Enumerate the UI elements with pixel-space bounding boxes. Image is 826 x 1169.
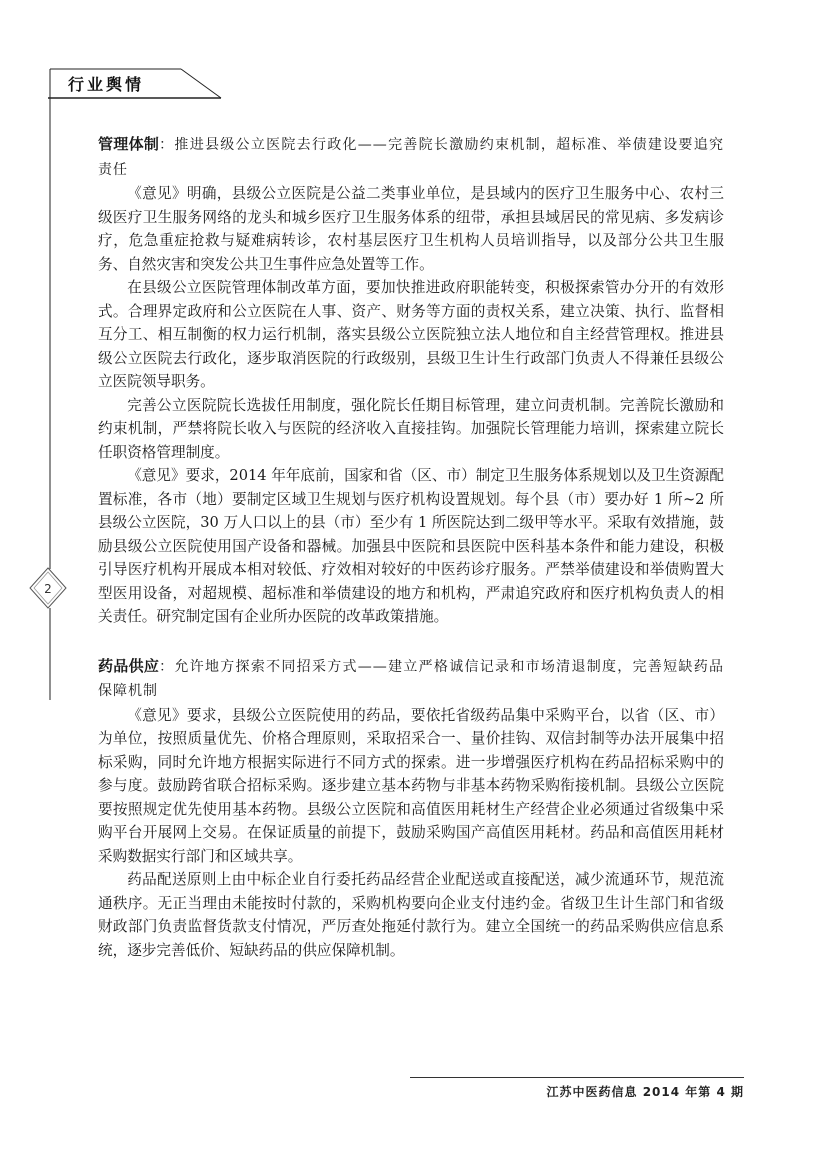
paragraph: 《意见》要求，2014 年年底前，国家和省（区、市）制定卫生服务体系规划以及卫生资源配置标准，各市（地）要制定区域卫生规划与医疗机构设置规划。每个县（市）要办好 1 所~2 所县级公立医院，30 万人口以上的县（市）至少有 1 所医院达到二级甲等水平。采取有效措施，鼓励县级公立医院使用国产设备和器械。加强县中医院和县医院中医科基本条件和能力建设，积极引导医疗机构开展成本相对较低、疗效相对较好的中医药诊疗服务。严禁举债建设和举债购置大型医用设备，对超规模、超标准和举债建设的地方和机构，严肃追究政府和医疗机构负责人的相关责任。研究制定国有企业所办医院的改革政策措施。	[98, 467, 724, 625]
section-subtitle: ：允许地方探索不同招采方式——建立严格诚信记录和市场清退制度，完善短缺药品保障机制	[98, 658, 724, 699]
journal-issue: 江苏中医药信息 2014 年第 4 期	[546, 1085, 744, 1099]
paragraph: 在县级公立医院管理体制改革方面，要加快推进政府职能转变，积极探索管办分开的有效形式。合理界定政府和公立医院在人事、资产、财务等方面的责权关系，建立决策、执行、监督相互分工、相互制衡的权力运行机制，落实县级公立医院独立法人地位和自主经营管理权。推进县级公立医院去行政化，逐步取消医院的行政级别，县级卫生计生行政部门负责人不得兼任县级公立医院领导职务。	[98, 279, 724, 390]
section-heading	[98, 655, 724, 704]
section-lead: 管理体制	[98, 135, 160, 153]
page-number: 2	[44, 582, 52, 596]
paragraph: 完善公立医院院长选拔任用制度，强化院长任期目标管理，建立问责机制。完善院长激励和约束机制，严禁将院长收入与医院的经济收入直接挂钩。加强院长管理能力培训，探索建立院长任职资格管理制度。	[98, 396, 724, 461]
section-spacer	[98, 629, 724, 655]
paragraph: 《意见》明确，县级公立医院是公益二类事业单位，是县域内的医疗卫生服务中心、农村三级医疗卫生服务网络的龙头和城乡医疗卫生服务体系的纽带，承担县域居民的常见病、多发病诊疗，危急重症抢救与疑难病转诊，农村基层医疗卫生机构人员培训指导，以及部分公共卫生服务、自然灾害和突发公共卫生事件应急处置等工作。	[98, 185, 724, 273]
paragraph: 《意见》要求，县级公立医院使用的药品，要依托省级药品集中采购平台，以省（区、市）为单位，按照质量优先、价格合理原则，采取招采合一、量价挂钩、双信封制等办法开展集中招标采购，同时允许地方根据实际进行不同方式的探索。进一步增强医疗机构在药品招标采购中的参与度。鼓励跨省联合招标采购。逐步建立基本药物与非基本药物采购衔接机制。县级公立医院要按照规定优先使用基本药物。县级公立医院和高值医用耗材生产经营企业必须通过省级集中采购平台开展网上交易。在保证质量的前提下，鼓励采购国产高值医用耗材。药品和高值医用耗材采购数据实行部门和区域共享。	[98, 706, 724, 865]
article-body	[98, 133, 724, 962]
column-label: 行业舆情	[68, 75, 145, 94]
paragraph: 药品配送原则上由中标企业自行委托药品经营企业配送或直接配送，减少流通环节，规范流通秩序。无正当理由未能按时付款的，采购机构要向企业支付违约金。省级卫生计生部门和省级财政部门负责监督货款支付情况，严厉查处拖延付款行为。建立全国统一的药品采购供应信息系统，逐步完善低价、短缺药品的供应保障机制。	[98, 871, 724, 959]
section-lead: 药品供应	[98, 656, 160, 675]
section-heading	[98, 133, 724, 182]
section-subtitle: ：推进县级公立医院去行政化——完善院长激励约束机制，超标准、举债建设要追究责任	[98, 137, 724, 178]
footer-rule	[410, 1077, 744, 1078]
